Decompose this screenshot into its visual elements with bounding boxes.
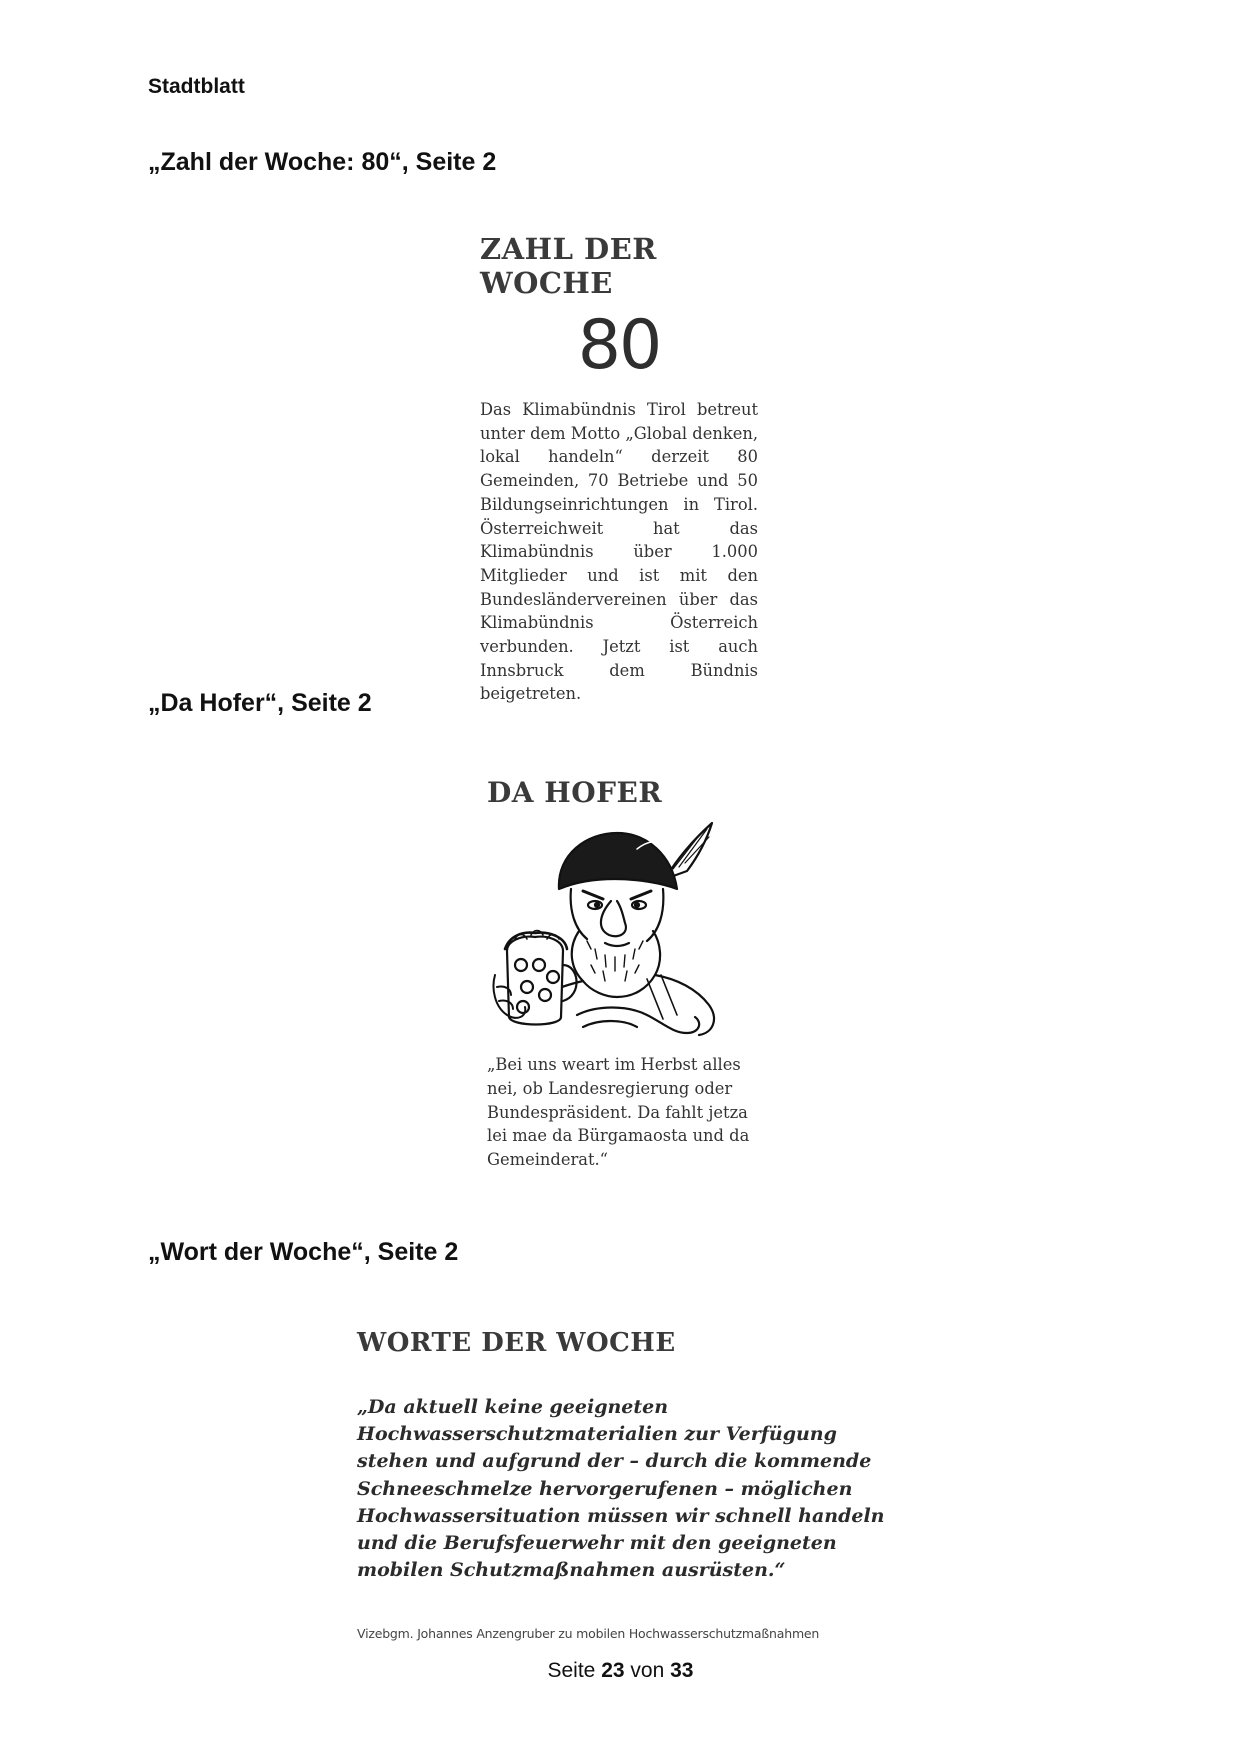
section-heading-zahl-der-woche: „Zahl der Woche: 80“, Seite 2 (148, 148, 497, 176)
current-page: 23 (601, 1659, 625, 1682)
clipping-zahl-der-woche (480, 232, 758, 706)
hofer-cartoon-illustration (487, 819, 747, 1041)
total-pages: 33 (670, 1659, 694, 1682)
page-number-footer (0, 1659, 1241, 1683)
clip-body-text: Das Klimabündnis Tirol betreut unter dem Motto „Global denken, lokal handeln“ derzeit 80 Gemeinden, 70 Betriebe und 50 Bildungseinrichtungen in Tirol. Österreichweit hat das Klimabündnis über 1.000 Mitglieder und ist mit den Bundesländervereinen über das Klimabündnis Österreich verbunden. Jetzt ist auch Innsbruck dem Bündnis beigetreten. (480, 400, 758, 704)
clipping-worte-der-woche (357, 1328, 887, 1641)
hofer-quote: „Bei uns weart im Herbst alles nei, ob Landesregierung oder Bundespräsident. Da fahlt jetza lei mae da Bürgamaosta und da Gemeinderat.“ (487, 1055, 750, 1170)
worte-quote: „Da aktuell keine geeigneten Hochwasserschutzmaterialien zur Verfügung stehen und aufgrund der – durch die kommende Schneeschmelze hervorgerufenen – möglichen Hochwassersituation müssen wir schnell handeln und die Berufsfeuerwehr mit den geeigneten mobilen Schutzmaßnahmen ausrüsten.“ (357, 1396, 885, 1582)
clip-title: WORTE DER WOCHE (357, 1328, 676, 1358)
number-of-the-week: 80 (577, 306, 661, 385)
quote-byline: Vizebgm. Johannes Anzengruber zu mobilen Hochwasserschutzmaßnahmen (357, 1626, 820, 1642)
clipping-da-hofer (487, 776, 767, 1172)
section-heading-da-hofer: „Da Hofer“, Seite 2 (148, 689, 372, 717)
page-label: Seite (547, 1659, 596, 1682)
clip-title: DA HOFER (487, 776, 663, 809)
page-separator: von (630, 1659, 665, 1682)
document-header: Stadtblatt (148, 75, 245, 98)
section-heading-wort-der-woche: „Wort der Woche“, Seite 2 (148, 1238, 459, 1266)
clip-title: ZAHL DER WOCHE (480, 232, 657, 300)
